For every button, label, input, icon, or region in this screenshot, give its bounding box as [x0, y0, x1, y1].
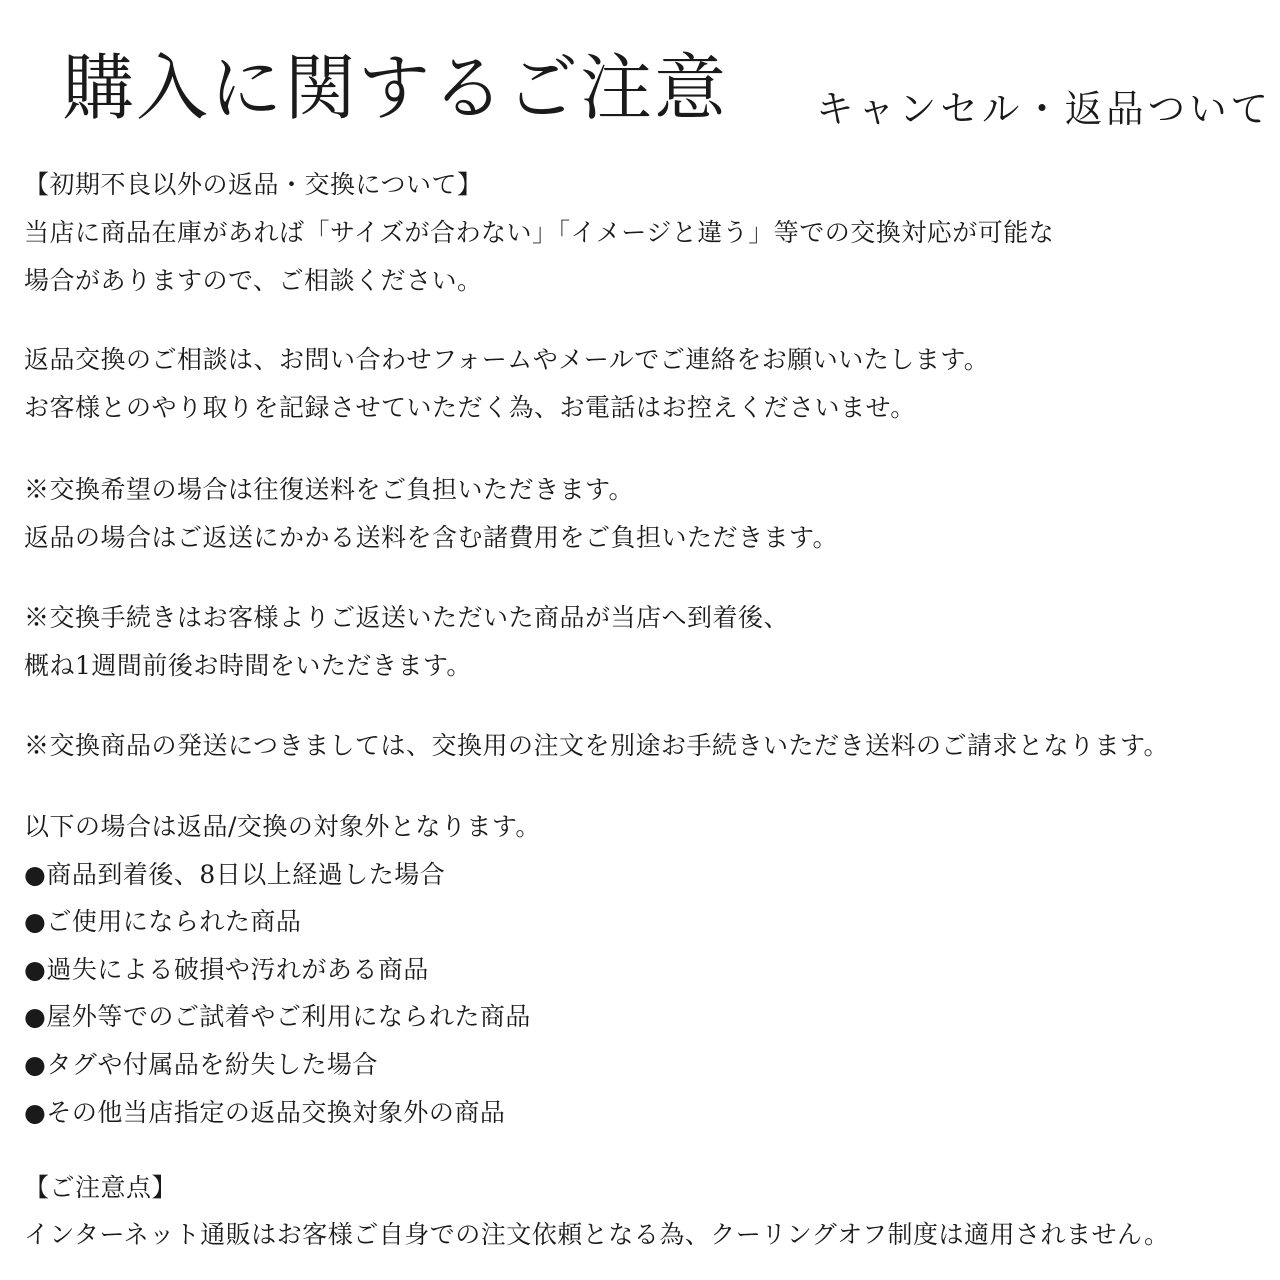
exchange-text-line: 場合がありますので、ご相談ください。: [24, 266, 483, 295]
exclusion-item: ●商品到着後、8日以上経過した場合: [24, 860, 446, 889]
page-title: 購入に関するご注意: [62, 46, 729, 130]
exchange-order-line: ※交換商品の発送につきましては、交換用の注文を別途お手続きいただき送料のご請求となります。: [24, 731, 1170, 760]
contact-text-line: お客様とのやり取りを記録させていただく為、お電話はお控えくださいませ。: [24, 393, 916, 422]
exclusion-item: ●タグや付属品を紛失した場合: [24, 1050, 378, 1079]
page-subtitle: キャンセル・返品ついて: [816, 87, 1273, 131]
exchange-time-line: 概ね1週間前後お時間をいただきます。: [24, 651, 472, 680]
section-heading-notes: 【ご注意点】: [24, 1173, 178, 1202]
exclusions-intro: 以下の場合は返品/交換の対象外となります。: [24, 812, 541, 841]
shipping-cost-line: ※交換希望の場合は往復送料をご負担いただきます。: [24, 475, 635, 504]
exchange-time-line: ※交換手続きはお客様よりご返送いただいた商品が当店へ到着後、: [24, 603, 790, 632]
notes-text-line: インターネット通販はお客様ご自身での注文依頼となる為、クーリングオフ制度は適用されません。: [24, 1220, 1170, 1249]
section-heading-exchange: 【初期不良以外の返品・交換について】: [24, 170, 483, 199]
page-header: [62, 40, 1272, 140]
exchange-text-line: 当店に商品在庫があれば「サイズが合わない」「イメージと違う」等での交換対応が可能な: [24, 218, 1055, 247]
exclusion-item: ●ご使用になられた商品: [24, 907, 302, 936]
exclusion-item: ●屋外等でのご試着やご利用になられた商品: [24, 1002, 531, 1031]
contact-text-line: 返品交換のご相談は、お問い合わせフォームやメールでご連絡をお願いいたします。: [24, 345, 990, 374]
exclusion-item: ●その他当店指定の返品交換対象外の商品: [24, 1098, 506, 1127]
shipping-cost-line: 返品の場合はご返送にかかる送料を含む諸費用をご負担いただきます。: [24, 523, 839, 552]
exclusion-item: ●過失による破損や汚れがある商品: [24, 955, 429, 984]
